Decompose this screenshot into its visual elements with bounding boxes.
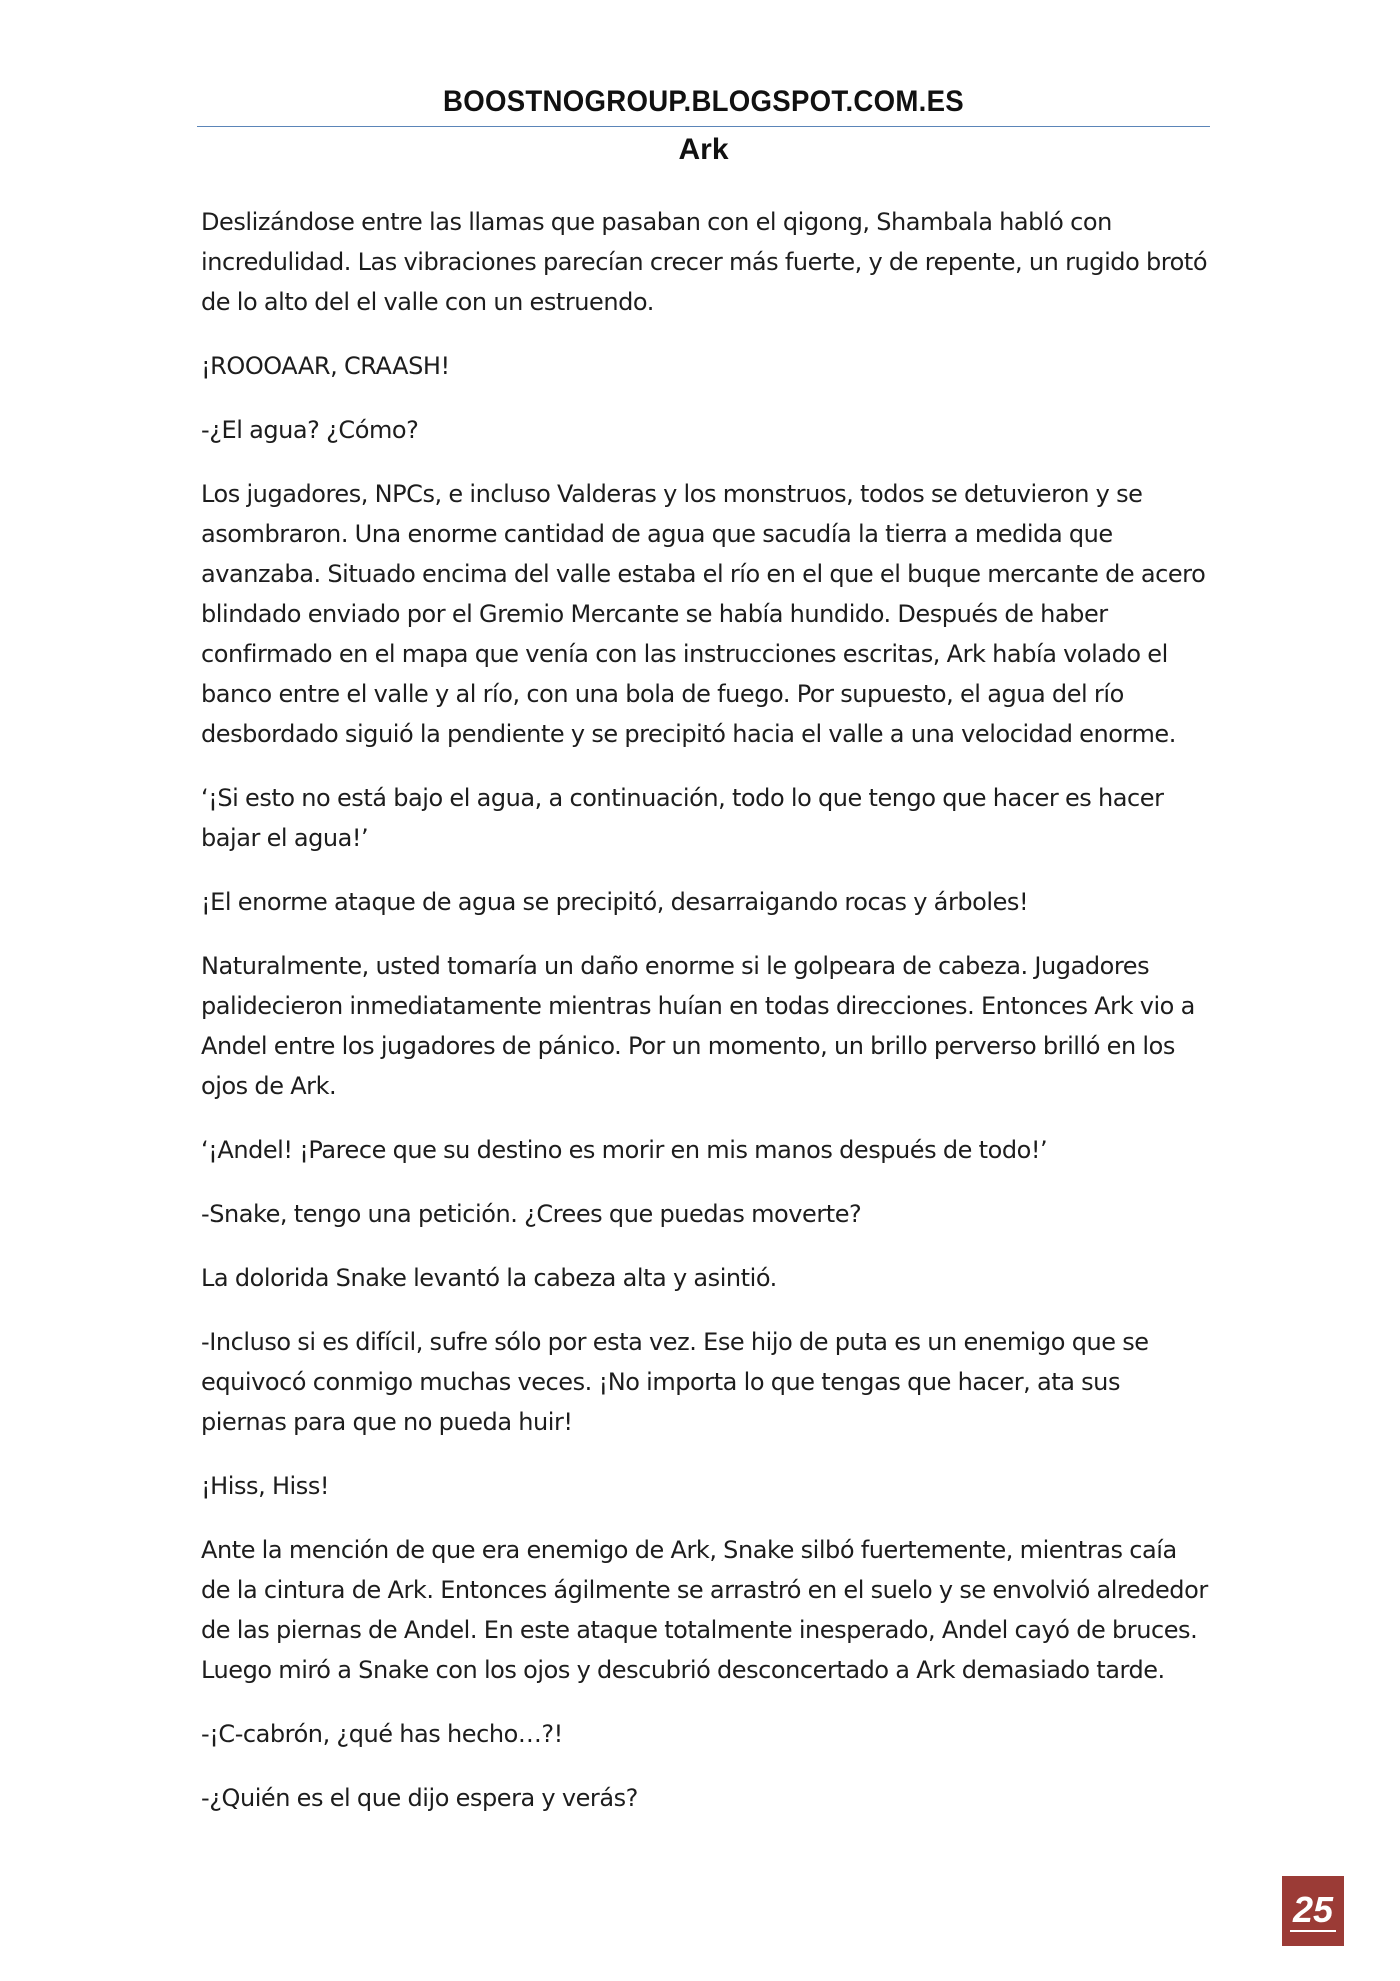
page-number: 25 bbox=[1292, 1889, 1334, 1930]
paragraph: -Incluso si es difícil, sufre sólo por esta vez. Ese hijo de puta es un enemigo que se equivocó conmigo muchas veces. ¡No importa lo que tengas que hacer, ata sus piernas para que no pueda huir! bbox=[201, 1328, 1149, 1436]
paragraph: Ante la mención de que era enemigo de Ark, Snake silbó fuertemente, mientras caía de la cintura de Ark. Entonces ágilmente se arrastró en el suelo y se envolvió alrededor de las piernas de Andel. En este ataque totalmente inesperado, Andel cayó de bruces. Luego miró a Snake con los ojos y descubrió desconcertado a Ark demasiado tarde. bbox=[201, 1536, 1208, 1684]
body-text bbox=[201, 202, 1211, 1842]
site-title: BOOSTNOGROUP.BLOGSPOT.COM.ES bbox=[443, 85, 964, 118]
paragraph: ¡El enorme ataque de agua se precipitó, desarraigando rocas y árboles! bbox=[201, 888, 1029, 916]
paragraph: La dolorida Snake levantó la cabeza alta y asintió. bbox=[201, 1264, 777, 1292]
page-number-underline bbox=[1290, 1930, 1336, 1932]
paragraph: ‘¡Andel! ¡Parece que su destino es morir en mis manos después de todo!’ bbox=[201, 1136, 1048, 1164]
paragraph: -¿Quién es el que dijo espera y verás? bbox=[201, 1784, 638, 1812]
chapter-title: Ark bbox=[678, 133, 729, 166]
header-divider bbox=[197, 126, 1210, 127]
page-number-badge bbox=[1282, 1876, 1344, 1946]
paragraph: ¡ROOOAAR, CRAASH! bbox=[201, 352, 450, 380]
paragraph: -¿El agua? ¿Cómo? bbox=[201, 416, 419, 444]
paragraph: ‘¡Si esto no está bajo el agua, a continuación, todo lo que tengo que hacer es hacer bajar el agua!’ bbox=[201, 784, 1164, 852]
page-header bbox=[197, 80, 1210, 124]
paragraph: -¡C-cabrón, ¿qué has hecho…?! bbox=[201, 1720, 563, 1748]
paragraph: -Snake, tengo una petición. ¿Crees que puedas moverte? bbox=[201, 1200, 862, 1228]
paragraph: Naturalmente, usted tomaría un daño enorme si le golpeara de cabeza. Jugadores palidecieron inmediatamente mientras huían en todas direcciones. Entonces Ark vio a Andel entre los jugadores de pánico. Por un momento, un brillo perverso brilló en los ojos de Ark. bbox=[201, 952, 1195, 1100]
paragraph: ¡Hiss, Hiss! bbox=[201, 1472, 330, 1500]
paragraph: Deslizándose entre las llamas que pasaban con el qigong, Shambala habló con incredulidad. Las vibraciones parecían crecer más fuerte, y de repente, un rugido brotó de lo alto del el valle con un estruendo. bbox=[201, 208, 1208, 316]
paragraph: Los jugadores, NPCs, e incluso Valderas y los monstruos, todos se detuvieron y se asombraron. Una enorme cantidad de agua que sacudía la tierra a medida que avanzaba. Situado encima del valle estaba el río en el que el buque mercante de acero blindado enviado por el Gremio Mercante se había hundido. Después de haber confirmado en el mapa que venía con las instrucciones escritas, Ark había volado el banco entre el valle y al río, con una bola de fuego. Por supuesto, el agua del río desbordado siguió la pendiente y se precipitó hacia el valle a una velocidad enorme. bbox=[201, 480, 1206, 748]
